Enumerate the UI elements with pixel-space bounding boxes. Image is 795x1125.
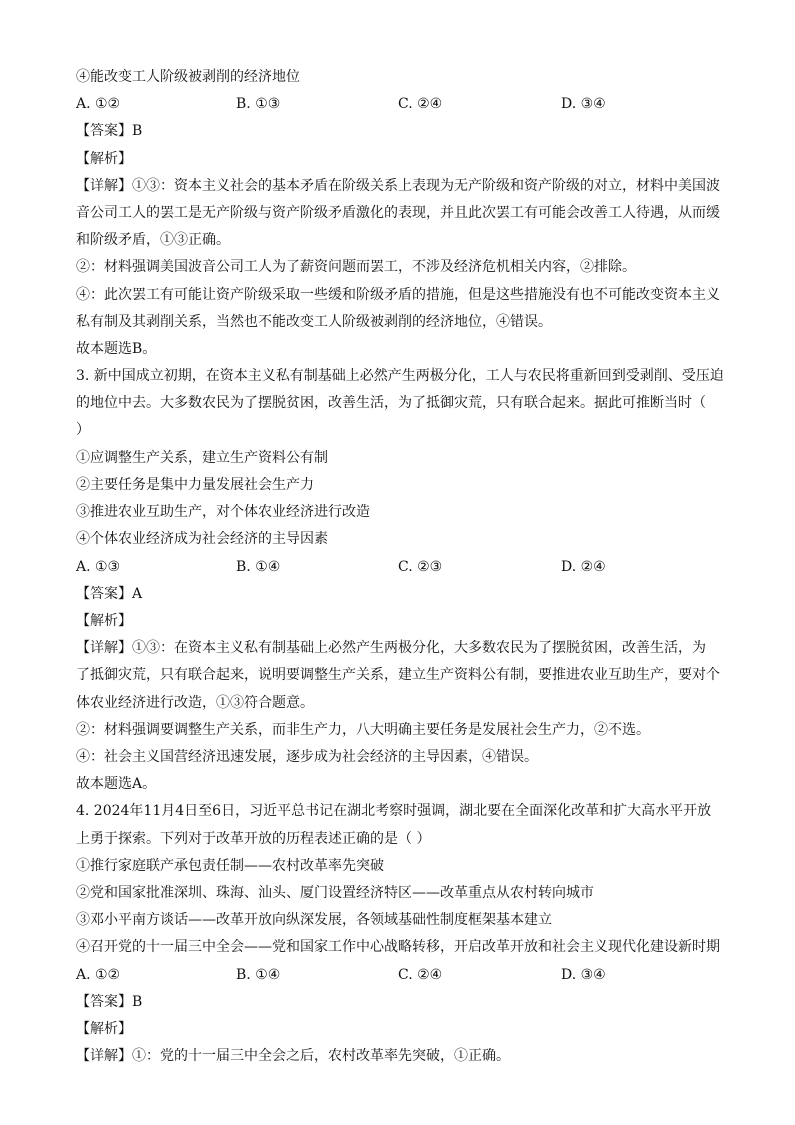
explanation-line: ②：材料强调要调整生产关系，而非生产力，八大明确主要任务是发展社会生产力，②不选。 (76, 722, 650, 738)
explanation-line: ②：材料强调美国波音公司工人为了薪资问题而罢工，不涉及经济危机相关内容，②排除。 (76, 259, 636, 275)
conclusion-line: 故本题选A。 (76, 776, 157, 792)
question-stem: 4. 2024年11月4日至6日，习近平总书记在湖北考察时强调，湖北要在全面深化改革和扩大高水平开放 (76, 803, 712, 819)
explanation-line: 音公司工人的罢工是无产阶级与资产阶级矛盾激化的表现，并且此次罢工有可能会改善工人待遇，从而缓 (76, 205, 720, 221)
option-statement: ③推进农业互助生产，对个体农业经济进行改造 (76, 504, 370, 520)
option-d: D. ②④ (561, 559, 606, 575)
option-statement: ④能改变工人阶级被剥削的经济地位 (76, 69, 300, 85)
explanation-line: 【详解】①③：在资本主义私有制基础上必然产生两极分化，大多数农民为了摆脱贫困，改善生活，为 (76, 640, 706, 656)
answer-options (76, 95, 636, 113)
option-a: A. ①③ (76, 559, 121, 575)
option-c: C. ②③ (398, 559, 443, 575)
option-statement: ④个体农业经济成为社会经济的主导因素 (76, 531, 328, 547)
option-d: D. ③④ (561, 967, 606, 983)
option-c: C. ②④ (398, 96, 443, 112)
option-a: A. ①② (76, 967, 121, 983)
question-stem: 上勇于探索。下列对于改革开放的历程表述正确的是（ ） (76, 831, 431, 847)
explanation-line: 【详解】①：党的十一届三中全会之后，农村改革率先突破，①正确。 (76, 1048, 510, 1064)
answer-line: 【答案】B (76, 123, 143, 139)
answer-line: 【答案】A (76, 586, 143, 602)
option-statement: ④召开党的十一届三中全会——党和国家工作中心战略转移，开启改革开放和社会主义现代化建设新时期 (76, 939, 720, 955)
explanation-line: 私有制及其剥削关系，当然也不能改变工人阶级被剥削的经济地位，④错误。 (76, 314, 552, 330)
explanation-line: 【详解】①③：资本主义社会的基本矛盾在阶级关系上表现为无产阶级和资产阶级的对立，材料中美国波 (76, 178, 720, 194)
question-stem: ） (76, 422, 90, 438)
analysis-heading: 【解析】 (76, 613, 132, 629)
explanation-line: 和阶级矛盾，①③正确。 (76, 232, 230, 248)
option-b: B. ①④ (236, 559, 281, 575)
analysis-heading: 【解析】 (76, 151, 132, 167)
explanation-line: 了抵御灾荒，只有联合起来，说明要调整生产关系，建立生产资料公有制，要推进农业互助生产，要对个 (76, 667, 720, 683)
option-a: A. ①② (76, 96, 121, 112)
option-statement: ②党和国家批准深圳、珠海、汕头、厦门设置经济特区——改革重点从农村转向城市 (76, 885, 594, 901)
question-stem: 的地位中去。大多数农民为了摆脱贫困，改善生活，为了抵御灾荒，只有联合起来。据此可推断当时（ (76, 395, 706, 411)
option-d: D. ③④ (561, 96, 606, 112)
explanation-line: ④：此次罢工有可能让资产阶级采取一些缓和阶级矛盾的措施，但是这些措施没有也不可能改变资本主义 (76, 287, 720, 303)
option-c: C. ②④ (398, 967, 443, 983)
option-statement: ②主要任务是集中力量发展社会生产力 (76, 477, 314, 493)
option-b: B. ①③ (236, 96, 281, 112)
question-stem: 3. 新中国成立初期，在资本主义私有制基础上必然产生两极分化，工人与农民将重新回到受剥削、受压迫 (76, 368, 724, 384)
answer-options (76, 966, 636, 984)
option-b: B. ①④ (236, 967, 281, 983)
option-statement: ①推行家庭联产承包责任制——农村改革率先突破 (76, 858, 384, 874)
answer-line: 【答案】B (76, 994, 143, 1010)
answer-options (76, 558, 636, 576)
conclusion-line: 故本题选B。 (76, 341, 157, 357)
analysis-heading: 【解析】 (76, 1021, 132, 1037)
explanation-line: 体农业经济进行改造，①③符合题意。 (76, 695, 314, 711)
explanation-line: ④：社会主义国营经济迅速发展，逐步成为社会经济的主导因素，④错误。 (76, 749, 538, 765)
option-statement: ①应调整生产关系，建立生产资料公有制 (76, 450, 328, 466)
option-statement: ③邓小平南方谈话——改革开放向纵深发展，各领域基础性制度框架基本建立 (76, 912, 552, 928)
